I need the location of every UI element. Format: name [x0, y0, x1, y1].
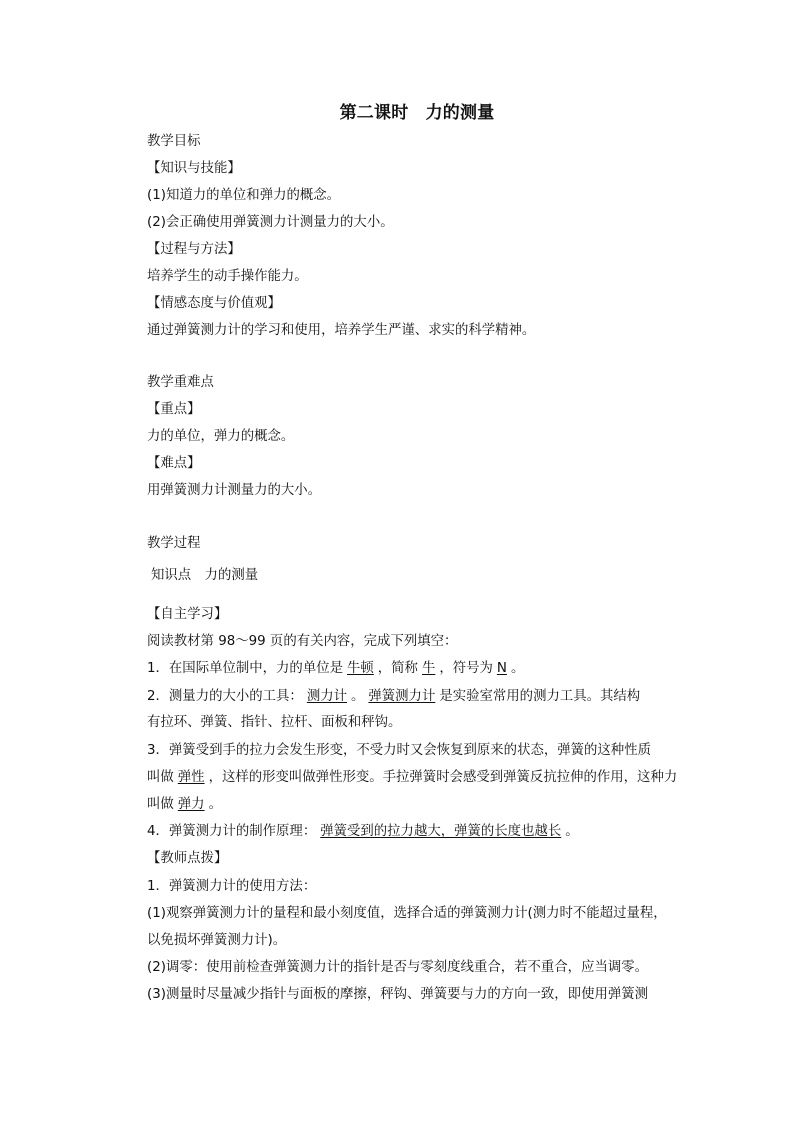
- difficulty-heading: 教学重难点: [147, 375, 214, 390]
- question-4-suffix: 。: [565, 824, 579, 839]
- self-study-intro: 阅读教材第 98～99 页的有关内容，完成下列填空：: [147, 634, 458, 649]
- page-title: 第二课时 力的测量: [339, 103, 495, 123]
- question-2-line-2: 有拉环、弹簧、指针、拉杆、面板和秤钩。: [147, 715, 402, 730]
- answer-elasticity: 弹性: [177, 770, 205, 785]
- hard-point-item: 用弹簧测力计测量力的大小。: [147, 483, 322, 498]
- hard-point-heading: 【难点】: [147, 456, 201, 471]
- usage-method-1-line-1: (1)观察弹簧测力计的量程和最小刻度值，选择合适的弹簧测力计(测力时不能超过量程，: [147, 906, 667, 921]
- question-2-prefix: 2．测量力的大小的工具：: [147, 689, 303, 704]
- question-3-suffix-3: 。: [208, 797, 222, 812]
- answer-symbol: N: [496, 661, 507, 676]
- process-method-heading: 【过程与方法】: [147, 242, 241, 257]
- question-3-prefix-3: 叫做: [147, 797, 174, 812]
- usage-method-3: (3)测量时尽量减少指针与面板的摩擦，秤钩、弹簧要与力的方向一致，即使用弹簧测: [147, 987, 649, 1002]
- answer-lab-tool: 弹簧测力计: [368, 689, 436, 704]
- answer-short-name: 牛: [421, 661, 436, 676]
- emotion-values-heading: 【情感态度与价值观】: [147, 296, 281, 311]
- question-3-line-3: [147, 796, 222, 814]
- question-2-mid: 。: [351, 689, 365, 704]
- question-3-line-2: [147, 769, 677, 787]
- knowledge-skills-heading: 【知识与技能】: [147, 161, 241, 176]
- question-4: [147, 823, 579, 841]
- question-3-prefix-2: 叫做: [147, 770, 174, 785]
- teacher-tips-heading: 【教师点拨】: [147, 851, 228, 866]
- question-1-mid-1: ，简称: [377, 661, 418, 676]
- teaching-procedure-heading: 教学过程: [147, 536, 201, 551]
- answer-elastic-force: 弹力: [177, 797, 205, 812]
- usage-method-2: (2)调零：使用前检查弹簧测力计的指针是否与零刻度线重合，若不重合，应当调零。: [147, 960, 649, 975]
- knowledge-item-1: (1)知道力的单位和弹力的概念。: [147, 188, 341, 203]
- knowledge-point-title: 知识点 力的测量: [151, 568, 259, 583]
- question-1-prefix: 1．在国际单位制中，力的单位是: [147, 661, 343, 676]
- knowledge-item-2: (2)会正确使用弹簧测力计测量力的大小。: [147, 215, 394, 230]
- question-1: [147, 660, 524, 678]
- key-point-item: 力的单位，弹力的概念。: [147, 429, 295, 444]
- question-1-suffix: 。: [510, 661, 525, 676]
- question-3-line-1: 3．弹簧受到手的拉力会发生形变，不受力时又会恢复到原来的状态，弹簧的这种性质: [147, 743, 651, 758]
- question-2-suffix: 是实验室常用的测力工具。其结构: [439, 689, 641, 704]
- question-2-line-1: [147, 688, 640, 706]
- question-3-suffix-2: ，这样的形变叫做弹性形变。手拉弹簧时会感受到弹簧反抗拉伸的作用，这种力: [208, 770, 678, 785]
- key-point-heading: 【重点】: [147, 402, 201, 417]
- teaching-goals-heading: 教学目标: [147, 134, 201, 149]
- answer-tool: 测力计: [306, 689, 347, 704]
- question-1-mid-2: ，符号为: [439, 661, 493, 676]
- question-4-prefix: 4．弹簧测力计的制作原理：: [147, 824, 317, 839]
- usage-method-1-line-2: 以免损坏弹簧测力计)。: [147, 933, 287, 948]
- emotion-item: 通过弹簧测力计的学习和使用，培养学生严谨、求实的科学精神。: [147, 323, 536, 338]
- self-study-heading: 【自主学习】: [147, 607, 228, 622]
- answer-principle: 弹簧受到的拉力越大，弹簧的长度也越长: [320, 824, 562, 839]
- teacher-tip-1: 1．弹簧测力计的使用方法：: [147, 879, 317, 894]
- process-item: 培养学生的动手操作能力。: [147, 269, 308, 284]
- answer-unit: 牛顿: [347, 661, 374, 676]
